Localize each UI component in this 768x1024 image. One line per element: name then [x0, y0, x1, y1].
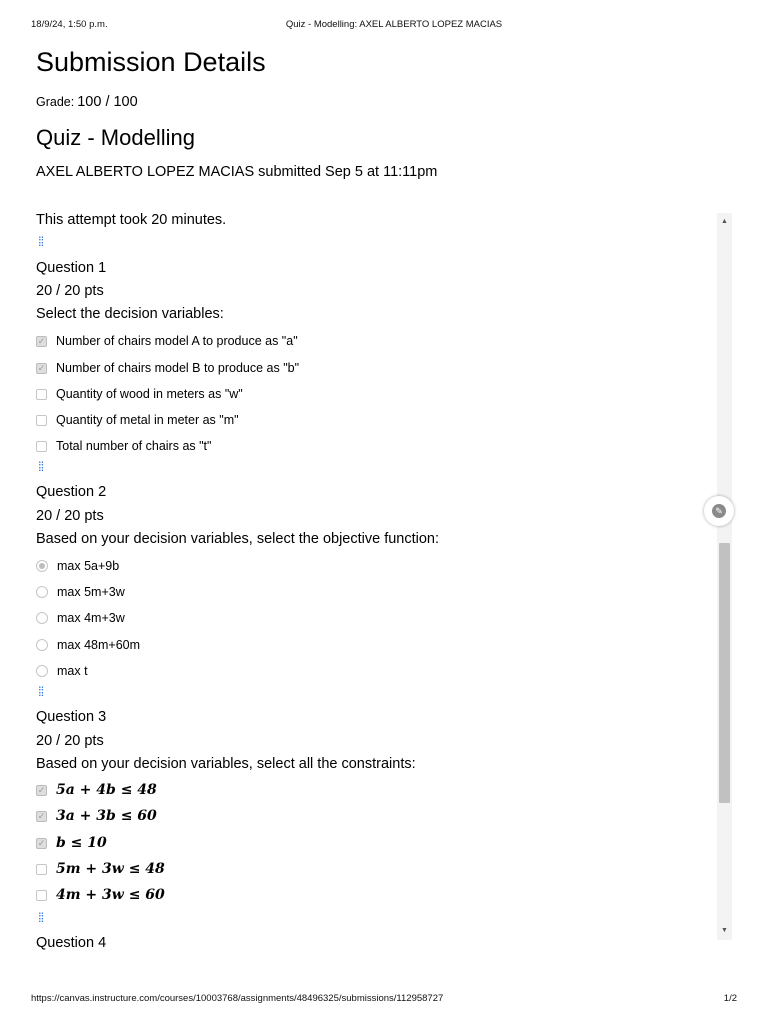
- submission-info: AXEL ALBERTO LOPEZ MACIAS submitted Sep 5 at 11:11pm: [36, 164, 438, 180]
- print-url: https://canvas.instructure.com/courses/10003768/assignments/48496325/submissions/112958727: [31, 993, 444, 1004]
- checkbox-checked[interactable]: [36, 838, 47, 849]
- check-icon: ✓: [37, 335, 46, 346]
- answer-option[interactable]: [36, 583, 125, 601]
- answer-option[interactable]: [36, 437, 211, 455]
- answer-option[interactable]: [36, 636, 140, 654]
- question-prompt: Based on your decision variables, select the objective function:: [36, 531, 440, 547]
- page-title: Submission Details: [36, 47, 266, 77]
- answer-option[interactable]: [36, 385, 243, 403]
- answer-option[interactable]: [36, 886, 165, 904]
- radio[interactable]: [36, 665, 48, 677]
- answer-option[interactable]: [36, 359, 299, 377]
- print-page-number: 1/2: [723, 993, 737, 1004]
- arrow-up-icon[interactable]: ▲: [721, 218, 728, 225]
- option-label: max 48m+60m: [57, 638, 141, 652]
- drag-handle-icon: ⁞⁞: [38, 910, 44, 925]
- checkbox[interactable]: [36, 864, 47, 875]
- constraint-formula: 3a + 3b ≤ 60: [56, 808, 157, 824]
- option-label: Quantity of metal in meter as "m": [56, 413, 239, 427]
- attempt-duration: This attempt took 20 minutes.: [36, 212, 227, 228]
- checkbox-checked[interactable]: [36, 811, 47, 822]
- checkbox[interactable]: [36, 415, 47, 426]
- constraint-formula: b ≤ 10: [56, 835, 107, 851]
- answer-option[interactable]: [36, 557, 119, 575]
- grade-label: Grade:: [36, 95, 75, 109]
- option-label: max 4m+3w: [57, 611, 125, 625]
- grade: [36, 94, 138, 110]
- radio[interactable]: [36, 586, 48, 598]
- check-icon: ✓: [37, 362, 46, 373]
- question-prompt: Based on your decision variables, select all the constraints:: [36, 756, 416, 772]
- checkbox[interactable]: [36, 441, 47, 452]
- answer-option[interactable]: [36, 834, 107, 852]
- drag-handle-icon: ⁞⁞: [38, 684, 44, 699]
- radio[interactable]: [36, 612, 48, 624]
- option-label: Number of chairs model B to produce as "b": [56, 361, 300, 375]
- check-icon: ✓: [37, 810, 46, 821]
- question-points: 20 / 20 pts: [36, 733, 104, 749]
- answer-option[interactable]: [36, 860, 165, 878]
- option-label: max t: [57, 664, 88, 678]
- option-label: Number of chairs model A to produce as "a": [56, 334, 298, 348]
- constraint-formula: 5m + 3w ≤ 48: [56, 861, 165, 877]
- answer-option[interactable]: [36, 807, 157, 825]
- answer-option[interactable]: [36, 662, 88, 680]
- radio-selected[interactable]: [36, 560, 48, 572]
- arrow-down-icon[interactable]: ▼: [721, 927, 728, 934]
- answer-option[interactable]: [36, 411, 239, 429]
- question-prompt: Select the decision variables:: [36, 306, 224, 322]
- check-icon: ✓: [37, 784, 46, 795]
- checkbox[interactable]: [36, 890, 47, 901]
- print-datetime: 18/9/24, 1:50 p.m.: [31, 19, 108, 30]
- option-label: Total number of chairs as "t": [56, 439, 212, 453]
- drag-handle-icon: ⁞⁞: [38, 234, 44, 249]
- option-label: Quantity of wood in meters as "w": [56, 387, 243, 401]
- grade-value: 100 / 100: [77, 94, 138, 110]
- option-label: max 5m+3w: [57, 585, 125, 599]
- checkbox[interactable]: [36, 389, 47, 400]
- answer-option[interactable]: [36, 609, 125, 627]
- constraint-formula: 5a + 4b ≤ 48: [56, 782, 157, 798]
- checkbox-checked[interactable]: [36, 363, 47, 374]
- submission-content: [36, 204, 714, 951]
- question-title: Question 2: [36, 484, 107, 500]
- question-points: 20 / 20 pts: [36, 283, 104, 299]
- question-points: 20 / 20 pts: [36, 508, 104, 524]
- question-title: Question 1: [36, 260, 107, 276]
- radio[interactable]: [36, 639, 48, 651]
- print-page-title: Quiz - Modelling: AXEL ALBERTO LOPEZ MACIAS: [285, 19, 503, 30]
- print-header: [0, 19, 768, 33]
- floating-tool-icon: ✎: [712, 504, 726, 518]
- scrollbar-thumb[interactable]: [719, 543, 730, 803]
- drag-handle-icon: ⁞⁞: [38, 459, 44, 474]
- answer-option[interactable]: [36, 332, 298, 350]
- check-icon: ✓: [37, 837, 46, 848]
- vertical-scrollbar[interactable]: [717, 213, 732, 940]
- question-title-partial: Question 4: [36, 935, 107, 951]
- floating-tool-button[interactable]: [704, 496, 734, 526]
- checkbox-checked[interactable]: [36, 785, 47, 796]
- option-label: max 5a+9b: [57, 559, 120, 573]
- quiz-title: Quiz - Modelling: [36, 125, 195, 150]
- question-title: Question 3: [36, 709, 107, 725]
- constraint-formula: 4m + 3w ≤ 60: [56, 887, 165, 903]
- checkbox-checked[interactable]: [36, 336, 47, 347]
- answer-option[interactable]: [36, 781, 157, 799]
